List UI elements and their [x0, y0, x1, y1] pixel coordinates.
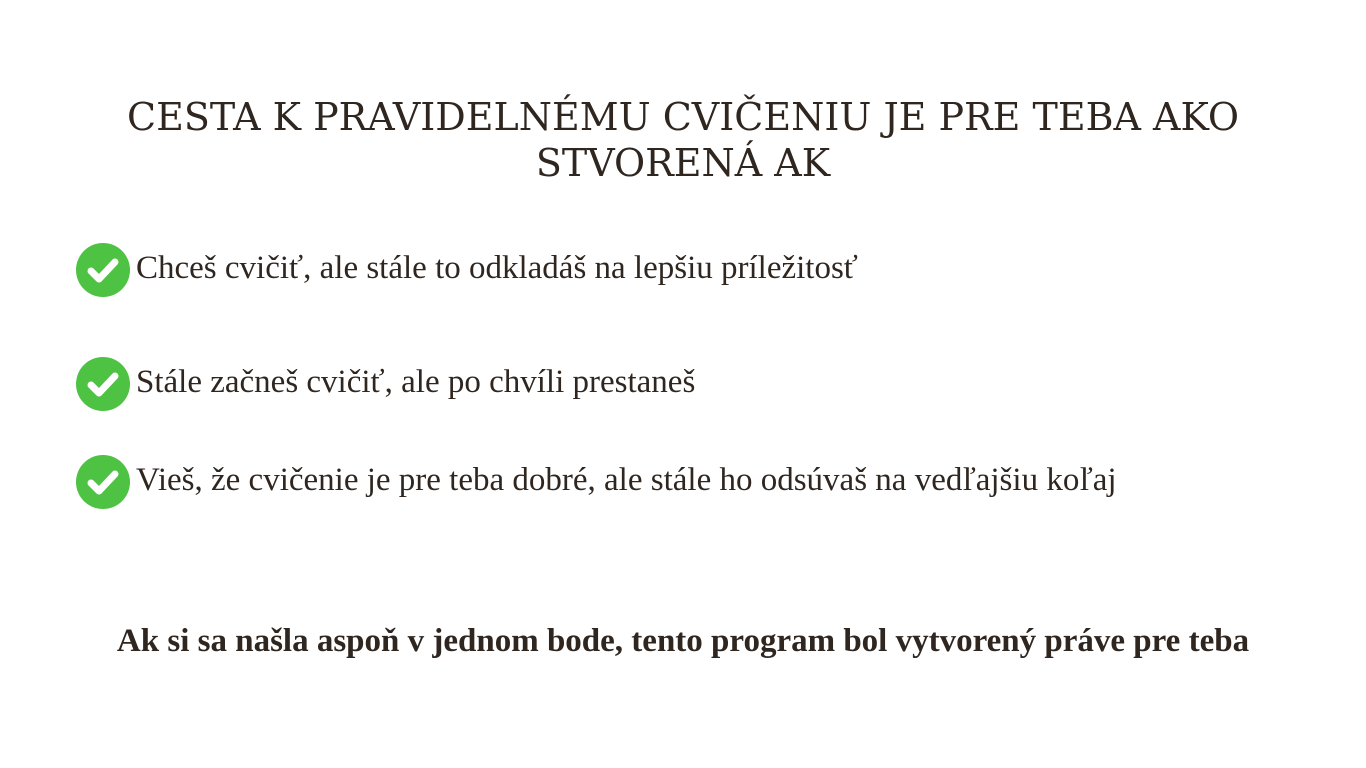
check-circle-icon [76, 455, 130, 509]
list-item [76, 454, 1117, 510]
page-title: CESTA K PRAVIDELNÉMU CVIČENIU JE PRE TEBA AKO STVORENÁ AK [127, 95, 1239, 185]
list-item [76, 356, 695, 412]
list-item-text: Stále začneš cvičiť, ale po chvíli prestaneš [136, 363, 696, 400]
list-item-text: Chceš cvičiť, ale stále to odkladáš na lepšiu príležitosť [136, 249, 858, 286]
check-circle-icon [76, 243, 130, 297]
list-item-text: Vieš, že cvičenie je pre teba dobré, ale stále ho odsúvaš na vedľajšiu koľaj [136, 461, 1117, 498]
check-circle-icon [76, 357, 130, 411]
closing-statement: Ak si sa našla aspoň v jednom bode, tento program bol vytvorený práve pre teba [116, 623, 1250, 659]
list-item [76, 242, 858, 298]
